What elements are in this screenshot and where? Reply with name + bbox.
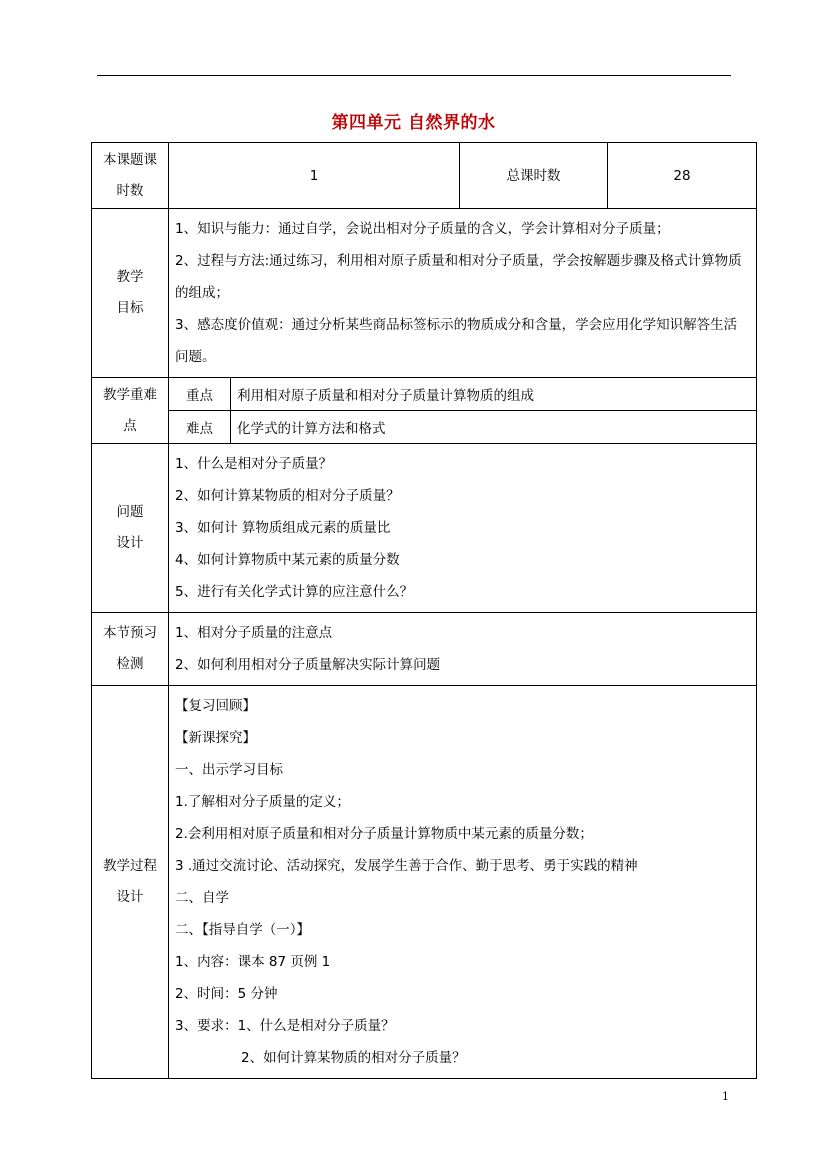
process-content [169, 686, 757, 1079]
class-hours-row [92, 143, 757, 209]
goals-row [92, 209, 757, 378]
difficult-point-row [92, 411, 757, 444]
class-hours-label: 本课题课 时数 [92, 143, 169, 209]
process-line: 【复习回顾】 [175, 698, 256, 714]
process-line: 2.会利用相对原子质量和相对分子质量计算物质中某元素的质量分数； [175, 826, 593, 842]
question-item: 3、如何计 算物质组成元素的质量比 [175, 520, 391, 536]
preview-row [92, 613, 757, 686]
process-line: 二、【指导自学（一）】 [175, 922, 310, 938]
questions-content [169, 444, 757, 613]
goal-item: 1、知识与能力：通过自学，会说出相对分子质量的含义，学会计算相对分子质量； [175, 221, 670, 237]
process-line: 一、出示学习目标 [175, 762, 283, 778]
page-title: 第四单元 自然界的水 [331, 113, 496, 133]
preview-content [169, 613, 757, 686]
process-line-indented: 2、如何计算某物质的相对分子质量？ [241, 1050, 466, 1066]
key-point-row [92, 378, 757, 411]
process-line: 1、内容：课本 87 页例 1 [175, 954, 331, 970]
preview-item: 1、相对分子质量的注意点 [175, 625, 333, 641]
difficult-point-label: 难点 [169, 411, 231, 444]
question-item: 5、进行有关化学式计算的应注意什么？ [175, 584, 414, 600]
total-hours-value: 28 [608, 143, 757, 209]
questions-row [92, 444, 757, 613]
question-item: 1、什么是相对分子质量？ [175, 456, 333, 472]
question-item: 2、如何计算某物质的相对分子质量？ [175, 488, 400, 504]
key-point-text: 利用相对原子质量和相对分子质量计算物质的组成 [231, 378, 757, 411]
process-line: 3、要求：1、什么是相对分子质量？ [175, 1018, 395, 1034]
process-line: 二、自学 [175, 890, 229, 906]
key-point-label: 重点 [169, 378, 231, 411]
process-line: 【新课探究】 [175, 730, 256, 746]
process-line: 3 .通过交流讨论、活动探究，发展学生善于合作、勤于思考、勇于实践的精神 [175, 858, 638, 874]
goals-label: 教学 目标 [92, 209, 169, 378]
goals-content [169, 209, 757, 378]
process-line: 1.了解相对分子质量的定义； [175, 794, 350, 810]
process-row [92, 686, 757, 1079]
goal-item: 2、过程与方法:通过练习，利用相对原子质量和相对分子质量，学会按解题步骤及格式计算物质 的组成； [175, 253, 742, 301]
goal-item: 3、感态度价值观：通过分析某些商品标签标示的物质成分和含量，学会应用化学知识解答生活问题。 [175, 317, 738, 365]
key-points-label: 教学重难 点 [92, 378, 169, 444]
preview-item: 2、如何利用相对分子质量解决实际计算问题 [175, 657, 441, 673]
header-rule [97, 75, 731, 76]
process-line: 2、时间：5 分钟 [175, 986, 278, 1002]
questions-label: 问题 设计 [92, 444, 169, 613]
class-hours-value: 1 [169, 143, 460, 209]
preview-label: 本节预习 检测 [92, 613, 169, 686]
page-number: 1 [722, 1090, 729, 1103]
question-item: 4、如何计算物质中某元素的质量分数 [175, 552, 400, 568]
lesson-plan-table [91, 142, 757, 1079]
difficult-point-text: 化学式的计算方法和格式 [231, 411, 757, 444]
total-hours-label: 总课时数 [460, 143, 608, 209]
process-label: 教学过程 设计 [92, 686, 169, 1079]
